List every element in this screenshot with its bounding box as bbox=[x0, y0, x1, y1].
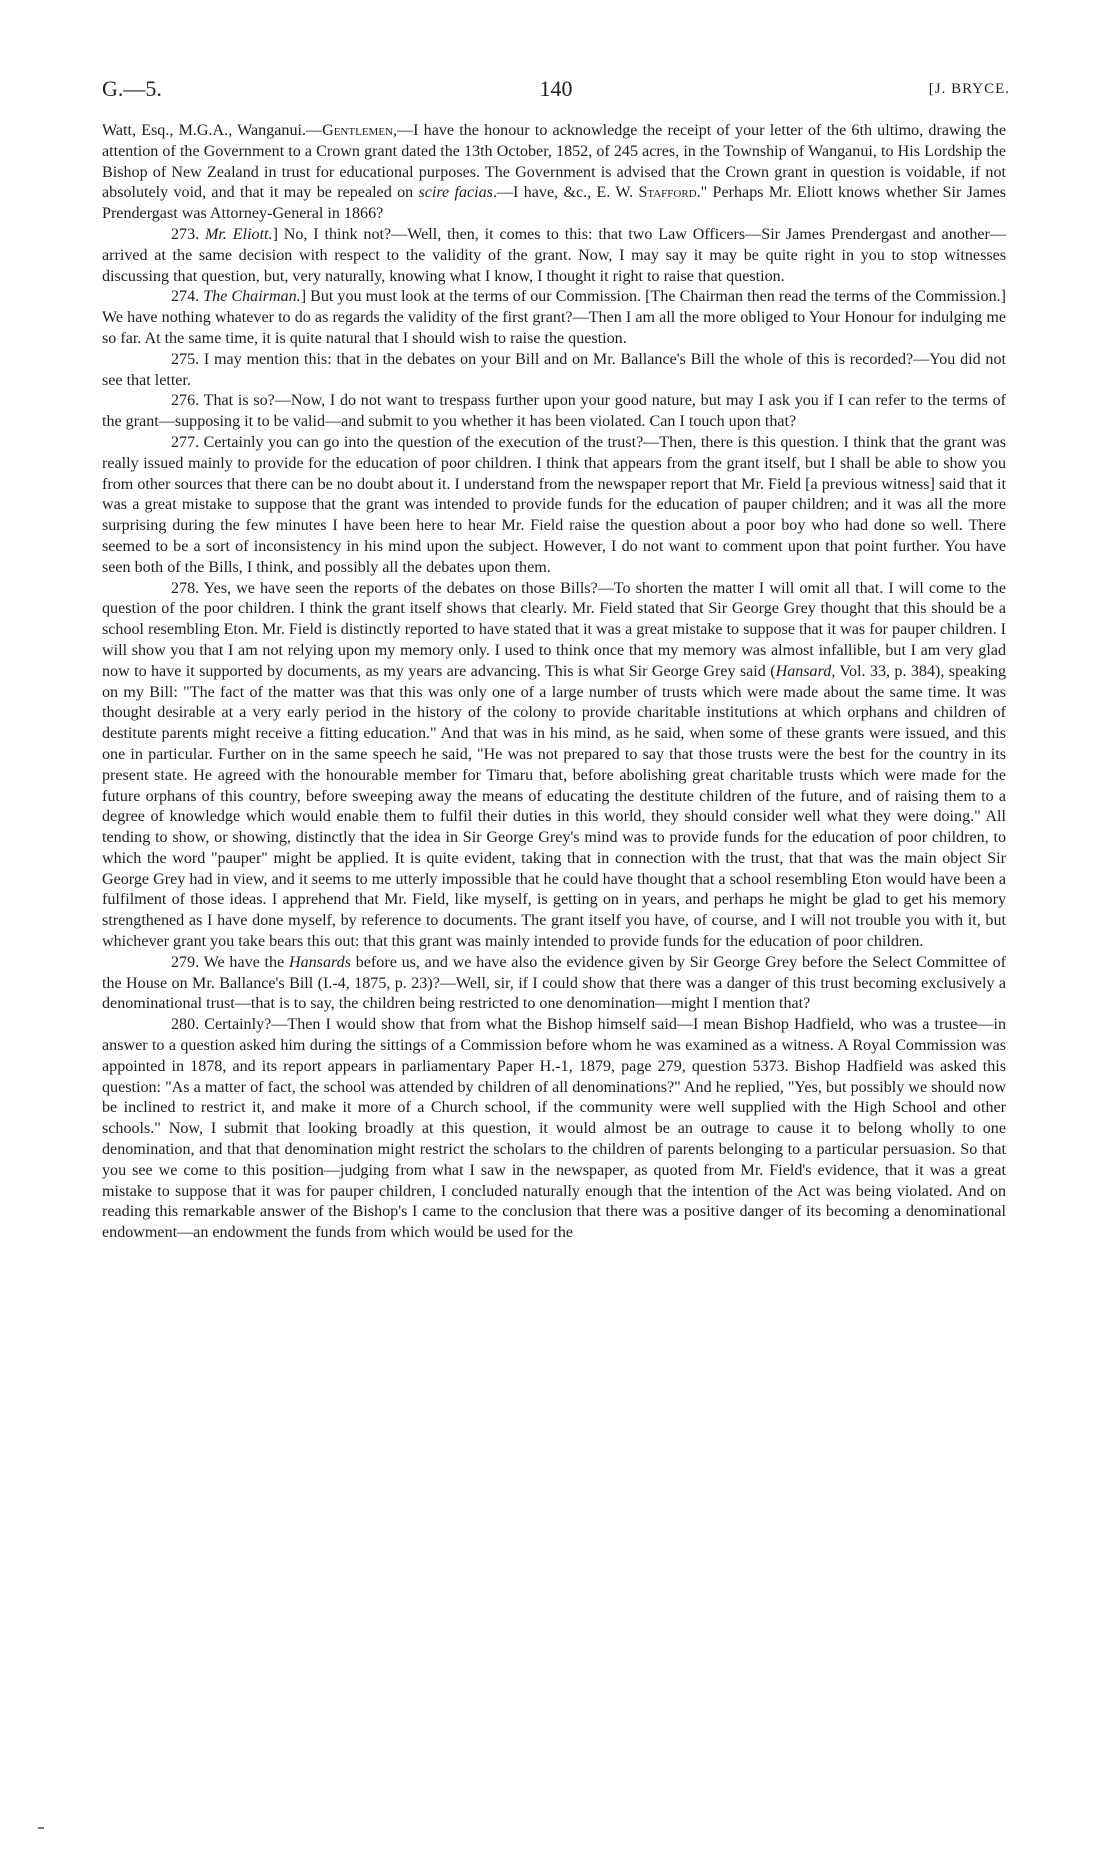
paragraph bbox=[102, 1015, 1006, 1244]
document-code: G.—5. bbox=[102, 76, 162, 101]
text-run: 280. Certainly?—Then I would show that from what the Bishop himself said—I mean Bishop Hadfield, who was a trustee—in answer to a question asked him during the sittings of a Commission before whom he was examined as a witness. A Royal Commission was appointed in 1878, and its report appears in parliamentary Paper H.-1, 1879, page 279, question 5373. Bishop Hadfield was asked this question: "As a matter of fact, the school was attended by children of all denominations?" And he replied, "Yes, but possibly we should now be inclined to restrict it, and make it more of a Church school, if the community were well supplied with the High School and other schools." Now, I submit that looking broadly at this question, it would almost be an outrage to cause it to belong wholly to one denomination, and that that denomination might restrict the scholars to the children of parents belonging to a particular persuasion. So that you see we come to this position—judging from what I saw in the newspaper, as quoted from Mr. Field's evidence, that it was a great mistake to suppose that it was for pauper children, I concluded naturally enough that the intention of the Act was being violated. And on reading this remarkable answer of the Bishop's I came to the conclusion that there was a positive danger of its becoming a denominational endowment—an endowment the funds from which would be used for the bbox=[102, 1016, 1006, 1242]
paragraph bbox=[102, 391, 1006, 433]
text-run: , Vol. 33, p. 384), speaking on my Bill: "The fact of the matter was that this was only one of a large number of trusts which were made about the same time. It was thought desirable at a very early period in the history of the colony to provide charitable institutions at which orphans and children of destitute parents might receive a fitting education." And that was in his mind, as he said, when some of these grants were issued, and this one in particular. Further on in the same speech he said, "He was not prepared to say that those trusts were the best for the country in its present state. He agreed with the honourable member for Timaru that, before abolishing great charitable trusts which were made for the future orphans of this country, before sweeping away the means of educating the destitute children of the future, and of raising them to a degree of knowledge which would enable them to fulfil their duties in this world, they should consider well what they were doing." All tending to show, or showing, distinctly that the idea in Sir George Grey's mind was to provide funds for the education of poor children, to which the word "pauper" might be applied. It is quite evident, taking that in connection with the trust, that that was the main object Sir George Grey had in view, and it seems to me utterly impossible that he could have thought that a school resembling Eton would have been a fulfilment of those ideas. I apprehend that Mr. Field, like myself, is getting on in years, and perhaps he might be glad to get his memory strengthened as I have done myself, by reference to documents. The grant itself you have, of course, and I will not trouble you with it, but whichever grant you take bears this out: that this grant was mainly intended to provide funds for the education of poor children. bbox=[102, 662, 1006, 951]
text-run: ." Perhaps Mr. Eliott knows whether Sir James Prendergast was Attorney-General in 1866? bbox=[102, 184, 1006, 223]
paragraph bbox=[102, 433, 1006, 579]
italic-text: Hansard bbox=[775, 662, 832, 680]
text-run: 274. bbox=[171, 288, 204, 306]
text-run: 278. Yes, we have seen the reports of the debates on those Bills?—To shorten the matter I will omit all that. I will come to the question of the poor children. I think the grant itself shows that clearly. Mr. Field stated that Sir George Grey thought that this should be a school resembling Eton. Mr. Field is distinctly reported to have stated that it was a great mistake to suppose that it was for pauper children. I will show you that I am not relying upon my memory only. I used to think once that my memory was almost infallible, but I am very glad now to have it supported by documents, as my years are advancing. This is what Sir George Grey said ( bbox=[102, 579, 1006, 680]
italic-text: Mr. Eliott. bbox=[205, 225, 273, 243]
body-text bbox=[102, 121, 1006, 1244]
italic-text: Hansards bbox=[288, 953, 351, 971]
paragraph bbox=[102, 225, 1006, 287]
small-caps-text: Stafford bbox=[638, 184, 697, 202]
italic-text: The Chairman. bbox=[203, 288, 301, 306]
text-run: ] But you must look at the terms of our Commission. [The Chairman then read the terms of the Commission.] We have nothing whatever to do as regards the validity of the first grant?—Then I am all the more obliged to Your Honour for indulging me so far. At the same time, it is quite natural that I should wish to raise the question. bbox=[102, 288, 1007, 347]
text-run: 279. We have the bbox=[171, 953, 289, 971]
page-number: 140 bbox=[539, 76, 573, 101]
paragraph bbox=[102, 953, 1006, 1015]
witness-name: [J. BRYCE. bbox=[928, 81, 1010, 97]
page-header bbox=[102, 74, 1010, 104]
small-caps-text: Gentlemen bbox=[322, 122, 393, 139]
text-run: 273. bbox=[171, 225, 206, 243]
text-run: 276. That is so?—Now, I do not want to trespass further upon your good nature, but may I ask you if I can refer to the terms of the grant—supposing it to be valid—and submit to you whether it has been violated. Can I touch upon that? bbox=[102, 392, 1006, 431]
paragraph bbox=[102, 287, 1006, 349]
text-run: Watt, Esq., M.G.A., Wanganui.— bbox=[102, 122, 323, 139]
text-run: 277. Certainly you can go into the question of the execution of the trust?—Then, there is this question. I think that the grant was really issued mainly to provide for the education of poor children. I think that appears from the grant itself, but I shall be able to show you from other sources that there can be no doubt about it. I understand from the newspaper report that Mr. Field [a previous witness] said that it was a great mistake to suppose that the grant was intended to provide funds for the education of pauper children; and it was all the more surprising during the few minutes I have been here to hear Mr. Field raise the question about a poor boy who had done so well. There seemed to be a sort of inconsistency in his mind upon the subject. However, I do not want to comment upon that point further. You have seen both of the Bills, I think, and possibly all the debates upon them. bbox=[102, 433, 1006, 576]
margin-mark bbox=[38, 1827, 44, 1829]
text-run: before us, and we have also the evidence given by Sir George Grey before the Select Committee of the House on Mr. Ballance's Bill (I.-4, 1875, p. 23)?—Well, sir, if I could show that there was a danger of this trust becoming exclusively a denominational trust—that is to say, the children being restricted to one denomination—might I mention that? bbox=[102, 953, 1006, 1013]
text-run: .—I have, &c., E. W. bbox=[492, 184, 639, 202]
paragraph bbox=[102, 121, 1006, 225]
paragraph bbox=[102, 350, 1006, 392]
italic-text: scire facias bbox=[418, 184, 493, 202]
paragraph bbox=[102, 579, 1006, 953]
text-run: 275. I may mention this: that in the debates on your Bill and on Mr. Ballance's Bill the whole of this is recorded?—You did not see that letter. bbox=[102, 350, 1006, 389]
text-run: ,—I have the honour to acknowledge the receipt of your letter of the 6th ultimo, drawing the attention of the Government to a Crown grant dated the 13th October, 1852, of 245 acres, in the Township of Wanganui, to His Lordship the Bishop of New Zealand in trust for educational purposes. The Government is advised that the Crown grant in question is voidable, if not absolutely void, and that it may be repealed on bbox=[102, 122, 1006, 202]
text-run: ] No, I think not?—Well, then, it comes to this: that two Law Officers—Sir James Prendergast and another—arrived at the same decision with respect to the validity of the grant. Now, I may say it may be quite right in you to stop witnesses discussing that question, but, very naturally, knowing what I know, I thought it right to raise that question. bbox=[102, 225, 1007, 285]
